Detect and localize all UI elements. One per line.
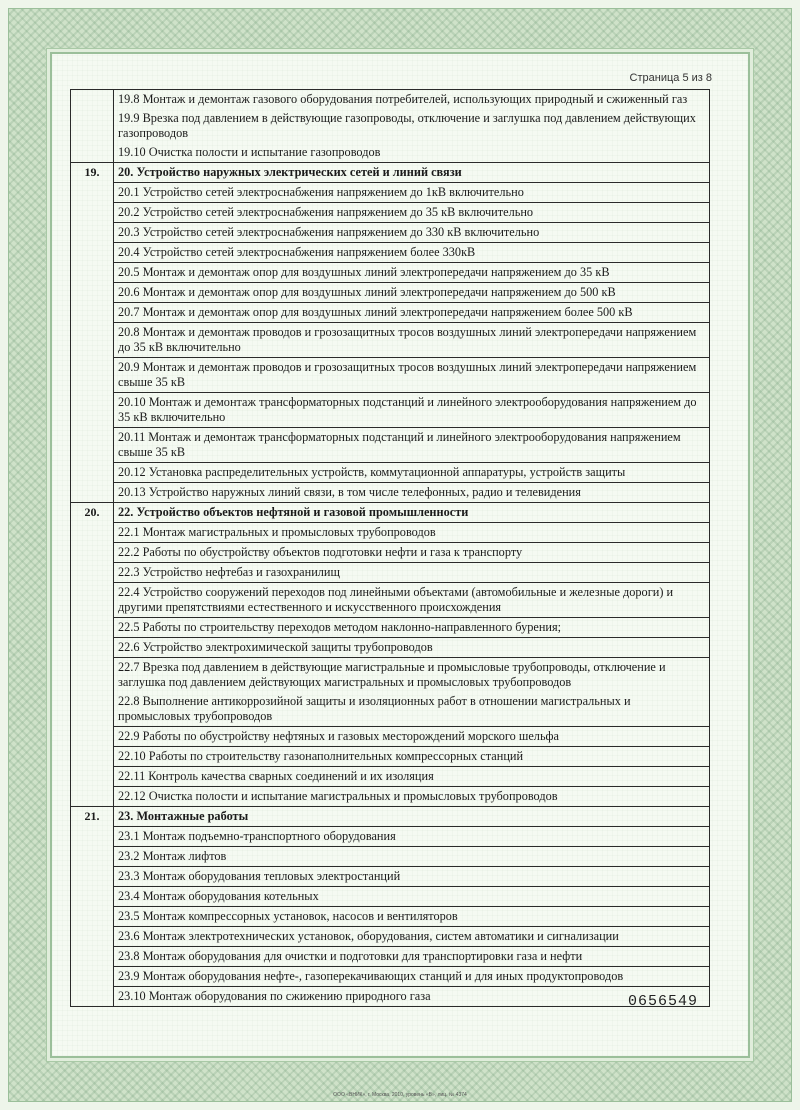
work-item: 22.5 Работы по строительству переходов методом наклонно-направленного бурения; (114, 617, 709, 637)
work-item: 23.8 Монтаж оборудования для очистки и подготовки для транспортировки газа и нефти (114, 946, 709, 966)
section-title: 23. Монтажные работы (118, 809, 249, 823)
section-title: 20. Устройство наружных электрических сетей и линий связи (118, 165, 462, 179)
work-item: 22.8 Выполнение антикоррозийной защиты и изоляционных работ в отношении магистральных и промысловых трубопроводов (118, 694, 631, 723)
work-item: 20.12 Установка распределительных устройств, коммутационной аппаратуры, устройств защиты (114, 462, 709, 482)
printer-imprint: ООО «ВНИК», г. Москва, 2010, уровень «В», лиц. № 4374 (333, 1092, 467, 1098)
work-item: 20.6 Монтаж и демонтаж опор для воздушных линий электропередачи напряжением до 500 кВ (114, 282, 709, 302)
work-item: 23.1 Монтаж подъемно-транспортного оборудования (114, 826, 709, 846)
section-row (71, 163, 710, 503)
work-item: 19.8 Монтаж и демонтаж газового оборудования потребителей, использующих природный и сжиженный газ (118, 92, 688, 106)
section-number: 19. (71, 163, 114, 503)
work-item: 23.9 Монтаж оборудования нефте-, газоперекачивающих станций и для иных продуктопроводов (114, 966, 709, 986)
work-item: 20.1 Устройство сетей электроснабжения напряжением до 1кВ включительно (114, 182, 709, 202)
work-item: 22.10 Работы по строительству газонаполнительных компрессорных станций (114, 746, 709, 766)
work-types-table (70, 89, 710, 1007)
section-number (71, 90, 114, 163)
work-item: 22.7 Врезка под давлением в действующие магистральные и промысловые трубопроводы, отключение и заглушка под давлением действующих магистральных и промысловых трубопроводов (114, 657, 709, 692)
work-item: 19.9 Врезка под давлением в действующие газопроводы, отключение и заглушка под давлением действующих газопроводов (118, 111, 696, 140)
work-item: 23.2 Монтаж лифтов (114, 846, 709, 866)
section-items (114, 163, 710, 503)
section-items (114, 503, 710, 807)
section-row (71, 90, 710, 163)
work-item: 23.3 Монтаж оборудования тепловых электростанций (114, 866, 709, 886)
serial-number: 0656549 (627, 993, 698, 1010)
section-title: 22. Устройство объектов нефтяной и газовой промышленности (118, 505, 469, 519)
work-item: 22.11 Контроль качества сварных соединений и их изоляция (114, 766, 709, 786)
section-items (114, 807, 710, 1007)
work-item: 22.4 Устройство сооружений переходов под линейными объектами (автомобильные и железные дороги) и другими препятствиями естественного и искусственного происхождения (114, 582, 709, 617)
work-item: 22.12 Очистка полости и испытание магистральных и промысловых трубопроводов (114, 786, 709, 806)
section-number: 20. (71, 503, 114, 807)
page-number: Страница 5 из 8 (629, 72, 712, 84)
work-item: 20.9 Монтаж и демонтаж проводов и грозозащитных тросов воздушных линий электропередачи напряжением свыше 35 кВ (114, 357, 709, 392)
work-item: 23.4 Монтаж оборудования котельных (114, 886, 709, 906)
work-item: 20.4 Устройство сетей электроснабжения напряжением более 330кВ (114, 242, 709, 262)
work-item: 22.3 Устройство нефтебаз и газохранилищ (114, 562, 709, 582)
work-item: 20.11 Монтаж и демонтаж трансформаторных подстанций и линейного электрооборудования напряжением свыше 35 кВ (114, 427, 709, 462)
section-items (114, 90, 710, 163)
work-item: 23.10 Монтаж оборудования по сжижению природного газа (114, 986, 709, 1006)
work-item: 22.6 Устройство электрохимической защиты трубопроводов (114, 637, 709, 657)
work-item: 20.10 Монтаж и демонтаж трансформаторных подстанций и линейного электрооборудования напряжением до 35 кВ включительно (114, 392, 709, 427)
work-item: 20.7 Монтаж и демонтаж опор для воздушных линий электропередачи напряжением более 500 кВ (114, 302, 709, 322)
work-item: 19.10 Очистка полости и испытание газопроводов (118, 145, 381, 159)
work-item: 20.8 Монтаж и демонтаж проводов и грозозащитных тросов воздушных линий электропередачи напряжением до 35 кВ включительно (114, 322, 709, 357)
work-item: 20.3 Устройство сетей электроснабжения напряжением до 330 кВ включительно (114, 222, 709, 242)
work-item: 22.2 Работы по обустройству объектов подготовки нефти и газа к транспорту (114, 542, 709, 562)
work-item: 20.5 Монтаж и демонтаж опор для воздушных линий электропередачи напряжением до 35 кВ (114, 262, 709, 282)
work-item: 23.5 Монтаж компрессорных установок, насосов и вентиляторов (114, 906, 709, 926)
section-row (71, 503, 710, 807)
work-item: 23.6 Монтаж электротехнических установок, оборудования, систем автоматики и сигнализации (114, 926, 709, 946)
work-item: 22.1 Монтаж магистральных и промысловых трубопроводов (114, 522, 709, 542)
work-item: 20.2 Устройство сетей электроснабжения напряжением до 35 кВ включительно (114, 202, 709, 222)
section-number: 21. (71, 807, 114, 1007)
work-item: 22.9 Работы по обустройству нефтяных и газовых месторождений морского шельфа (114, 726, 709, 746)
section-row (71, 807, 710, 1007)
work-item: 20.13 Устройство наружных линий связи, в том числе телефонных, радио и телевидения (114, 482, 709, 502)
